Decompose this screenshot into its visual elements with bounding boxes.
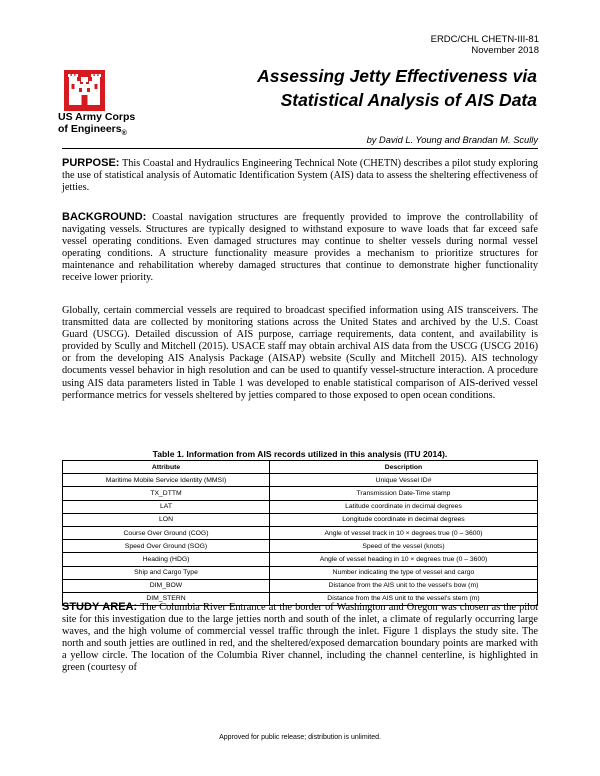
table-row: Ship and Cargo Type Number indicating the type of vessel and cargo bbox=[63, 566, 538, 579]
organization-name: US Army Corps of Engineers$_®$ bbox=[58, 111, 136, 138]
document-code: ERDC/CHL CHETN-III-81 bbox=[430, 34, 539, 45]
document-date: November 2018 bbox=[471, 45, 539, 56]
document-header bbox=[431, 34, 539, 56]
study-area-paragraph: STUDY AREA: The Columbia River Entrance at the border of Washington and Oregon was chosen as the pilot site for this investigation due to the large jetties north and south of the inlet, a climate of regularly occurring large waves, and the high volume of commercial vessel traffic through the inlet. Figure 1 displays the study site. The north and south jetties are outlined in red, and the sheltered/exposed demarcation boundary points are marked with a yellow circle. The location of the Columbia River channel, including the channel centerline, is highlighted in green (courtesy of bbox=[62, 601, 538, 674]
table-row: LAT Latitude coordinate in decimal degrees bbox=[63, 500, 538, 513]
table-row: Maritime Mobile Service Identity (MMSI) Unique Vessel ID# bbox=[63, 474, 538, 487]
description-column-header: Description bbox=[270, 461, 538, 474]
authors: by David L. Young and Brandan M. Scully bbox=[366, 135, 538, 145]
distribution-statement: Approved for public release; distribution is unlimited. bbox=[219, 734, 381, 741]
registered-mark: ® bbox=[121, 130, 127, 138]
title-divider bbox=[62, 148, 538, 149]
table-row: DIM_BOW Distance from the AIS unit to the vessel's bow (m) bbox=[63, 579, 538, 592]
table-row: DIM_STERN Distance from the AIS unit to the vessel's stern (m) bbox=[63, 592, 538, 605]
background-paragraph: BACKGROUND: Coastal navigation structures are frequently provided to improve the controllability of navigating vessels. Structures are typically designed to withstand exposure to wave loads that far exceed safe vessel operating conditions. Even damaged structures may continue to shelter vessels during normal vessel operating conditions. A structure functionality measure provides a mechanism to prioritize structures for maintenance and rehabilitation whereby damaged structures that continue to demonstrate higher functionality receive lower priority. bbox=[62, 211, 538, 284]
ais-attributes-table bbox=[62, 460, 538, 606]
table-header-row bbox=[63, 461, 538, 474]
document-title: Assessing Jetty Effectiveness via Statistical Analysis of AIS Data bbox=[257, 66, 537, 110]
ais-overview-paragraph: Globally, certain commercial vessels are required to broadcast specified information using AIS transceivers. The transmitted data are collected by monitoring stations across the United States and archived by the U.S. Coast Guard (USCG). Detailed discussion of AIS purpose, carriage requirements, data content, and availability is provided by Scully and Mitchell (2015). USACE staff may obtain archival AIS data from the USCG (USCG 2016) or from the developing AIS Analysis Package (AISAP) website (Scully and Mitchell 2015). AIS technology documents vessel behavior in high resolution and can be used to quantify vessel-structure interaction. A procedure using AIS data parameters listed in Table 1 was developed to enable statistical comparison of AIS-derived vessel performance metrics for vessels sheltered by jetties compared to those exposed to open ocean conditions. bbox=[62, 305, 538, 401]
purpose-paragraph: PURPOSE: This Coastal and Hydraulics Engineering Technical Note (CHETN) describes a pilot study exploring the use of statistical analysis of Automatic Identification System (AIS) data to assess the sheltering effectiveness of jetties. bbox=[62, 157, 538, 194]
table-row: LON Longitude coordinate in decimal degrees bbox=[63, 513, 538, 526]
castle-logo-icon bbox=[64, 70, 105, 111]
table-caption: Table 1. Information from AIS records utilized in this analysis (ITU 2014). bbox=[152, 449, 448, 459]
table-row: TX_DTTM Transmission Date-Time stamp bbox=[63, 487, 538, 500]
attribute-column-header: Attribute bbox=[63, 461, 270, 474]
table-row: Heading (HDG) Angle of vessel heading in 10 × degrees true (0 – 3600) bbox=[63, 553, 538, 566]
table-row: Speed Over Ground (SOG) Speed of the vessel (knots) bbox=[63, 540, 538, 553]
table-row: Course Over Ground (COG) Angle of vessel track in 10 × degrees true (0 – 3600) bbox=[63, 526, 538, 539]
